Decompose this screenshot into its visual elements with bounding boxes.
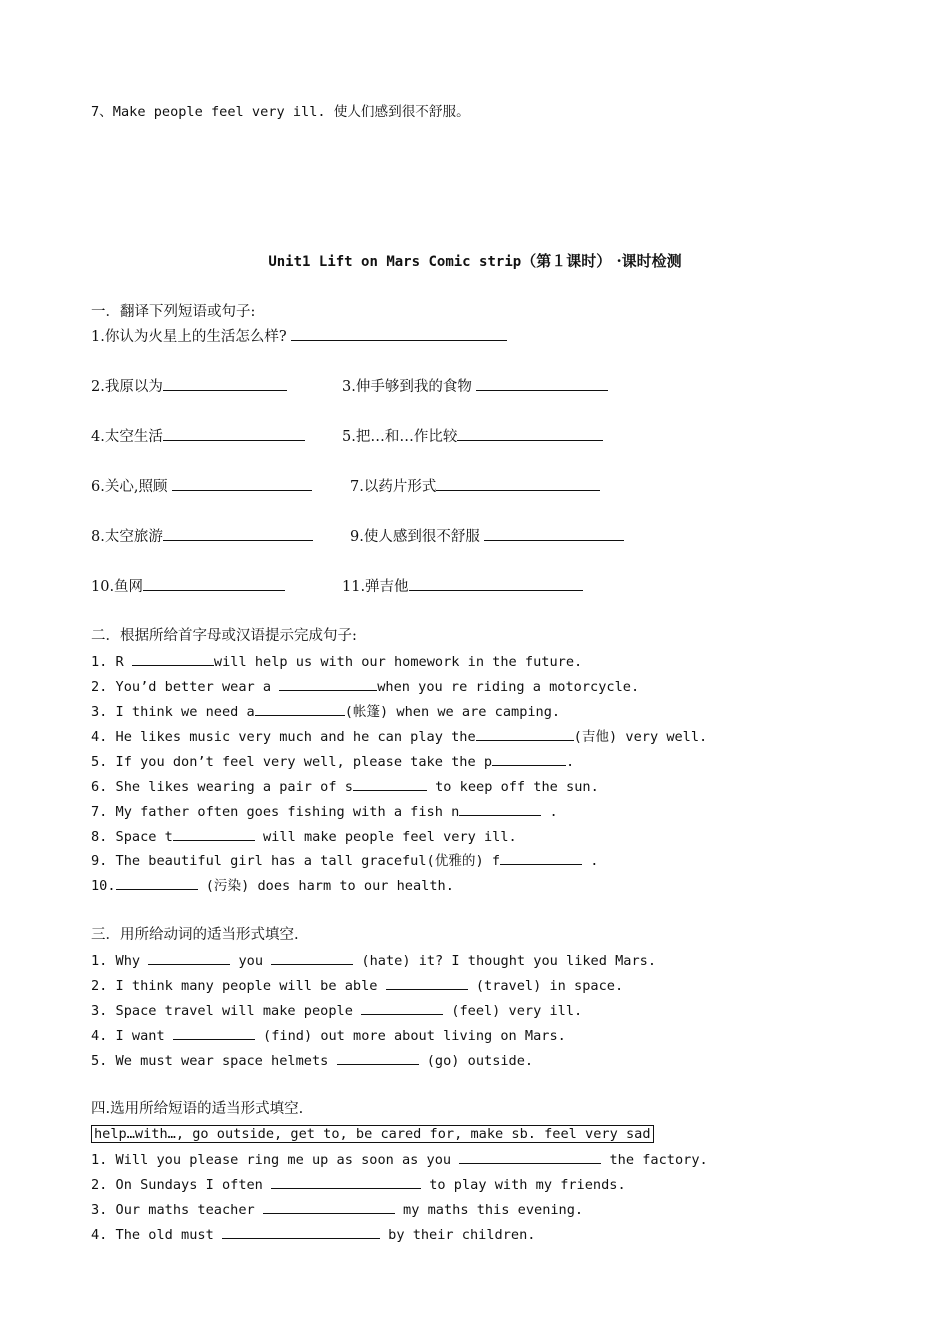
answer-blank[interactable]: [255, 701, 345, 716]
s2-item-3: [91, 701, 560, 722]
item-text: 2. I think many people will be able: [91, 978, 386, 994]
answer-blank[interactable]: [476, 726, 574, 741]
answer-blank[interactable]: [163, 526, 313, 541]
s2-item-5: [91, 751, 574, 772]
answer-blank[interactable]: [386, 975, 468, 990]
item-text: 8. Space t: [91, 829, 173, 845]
q1-text: 1.你认为火星上的生活怎么样?: [91, 329, 287, 345]
item-text: 2. You’d better wear a: [91, 679, 280, 695]
item-text: (帐篷) when we are camping.: [344, 704, 561, 720]
section1-q1: [91, 326, 507, 347]
s2-item-6: [91, 776, 599, 797]
s4-item-1: [91, 1149, 708, 1170]
item-text: (hate) it? I thought you liked Mars.: [353, 953, 657, 969]
item-text: 3. Space travel will make people: [91, 1003, 362, 1019]
item-text: (find) out more about living on Mars.: [254, 1028, 566, 1044]
item-text: .: [582, 853, 599, 869]
answer-blank[interactable]: [291, 326, 507, 341]
intro-item: 7、Make people feel very ill. 使人们感到很不舒服。: [91, 104, 470, 120]
s4-item-2: [91, 1174, 626, 1195]
item-text: when you re riding a motorcycle.: [377, 679, 640, 695]
item-text: will make people feel very ill.: [254, 829, 517, 845]
item-text: 6. She likes wearing a pair of s: [91, 779, 353, 795]
answer-blank[interactable]: [337, 1050, 419, 1065]
answer-blank[interactable]: [172, 476, 312, 491]
answer-blank[interactable]: [436, 476, 600, 491]
pair-label: 11.弹吉他: [342, 579, 409, 595]
pair-right-7: [350, 476, 600, 497]
answer-blank[interactable]: [279, 676, 377, 691]
answer-blank[interactable]: [132, 651, 214, 666]
s4-item-3: [91, 1199, 583, 1220]
pair-label: 10.鱼网: [91, 579, 144, 595]
answer-blank[interactable]: [143, 576, 285, 591]
answer-blank[interactable]: [353, 776, 427, 791]
pair-left-2: [91, 376, 287, 397]
answer-blank[interactable]: [409, 576, 583, 591]
item-text: 5. If you don’t feel very well, please take the p: [91, 754, 493, 770]
pair-label: 8.太空旅游: [91, 529, 163, 545]
answer-blank[interactable]: [457, 426, 603, 441]
item-text: by their children.: [379, 1227, 536, 1243]
pair-right-9: [350, 526, 624, 547]
pair-label: 2.我原以为: [91, 379, 163, 395]
answer-blank[interactable]: [163, 376, 287, 391]
pair-label: 5.把…和…作比较: [342, 429, 458, 445]
s3-item-5: [91, 1050, 533, 1071]
pair-label: 9.使人感到很不舒服: [350, 529, 480, 545]
s3-item-2: [91, 975, 623, 996]
phrase-list: help…with…, go outside, get to, be cared for, make sb. feel very sad: [91, 1125, 654, 1143]
item-text: to keep off the sun.: [426, 779, 599, 795]
item-text: 9. The beautiful girl has a tall graceful(优雅的) f: [91, 853, 501, 869]
pair-right-5: [342, 426, 603, 447]
item-text: (go) outside.: [418, 1053, 534, 1069]
answer-blank[interactable]: [116, 875, 198, 890]
section4-heading: 四.选用所给短语的适当形式填空.: [91, 1101, 304, 1117]
page-title: [0, 250, 950, 271]
item-text: (污染) does harm to our health.: [197, 878, 454, 894]
answer-blank[interactable]: [484, 526, 624, 541]
item-text: (travel) in space.: [467, 978, 624, 994]
s2-item-9: [91, 850, 598, 871]
item-text: 10.: [91, 878, 116, 894]
item-text: 3. I think we need a: [91, 704, 255, 720]
pair-left-6: [91, 476, 312, 497]
pair-label: 3.伸手够到我的食物: [342, 379, 472, 395]
item-text: 2. On Sundays I often: [91, 1177, 272, 1193]
answer-blank[interactable]: [476, 376, 608, 391]
pair-left-10: [91, 576, 285, 597]
item-text: 5. We must wear space helmets: [91, 1053, 337, 1069]
s2-item-2: [91, 676, 639, 697]
item-text: 3. Our maths teacher: [91, 1202, 263, 1218]
s2-item-8: [91, 826, 517, 847]
pair-right-11: [342, 576, 583, 597]
item-text: 4. The old must: [91, 1227, 222, 1243]
answer-blank[interactable]: [148, 950, 230, 965]
pair-label: 4.太空生活: [91, 429, 163, 445]
item-text: the factory.: [601, 1152, 708, 1168]
item-text: (吉他) very well.: [573, 729, 708, 745]
answer-blank[interactable]: [173, 1025, 255, 1040]
s2-item-10: [91, 875, 454, 896]
answer-blank[interactable]: [173, 826, 255, 841]
item-text: will help us with our homework in the future.: [213, 654, 583, 670]
item-text: 1. R: [91, 654, 132, 670]
item-text: .: [541, 804, 558, 820]
answer-blank[interactable]: [271, 1174, 421, 1189]
item-text: 1. Will you please ring me up as soon as you: [91, 1152, 460, 1168]
pair-left-8: [91, 526, 313, 547]
s3-item-1: [91, 950, 656, 971]
item-text: my maths this evening.: [394, 1202, 584, 1218]
s3-item-3: [91, 1000, 582, 1021]
item-text: you: [230, 953, 272, 969]
answer-blank[interactable]: [459, 1149, 601, 1164]
title-en: Unit1 Lift on Mars Comic strip: [268, 254, 522, 270]
s4-item-4: [91, 1224, 535, 1245]
s3-item-4: [91, 1025, 566, 1046]
item-text: 7. My father often goes fishing with a fish n: [91, 804, 460, 820]
section2-heading: 二．根据所给首字母或汉语提示完成句子:: [91, 628, 357, 644]
answer-blank[interactable]: [500, 850, 582, 865]
s2-item-1: [91, 651, 582, 672]
answer-blank[interactable]: [163, 426, 305, 441]
answer-blank[interactable]: [361, 1000, 443, 1015]
phrase-box: [91, 1124, 654, 1144]
item-text: 4. I want: [91, 1028, 173, 1044]
pair-left-4: [91, 426, 305, 447]
item-text: 4. He likes music very much and he can play the: [91, 729, 476, 745]
pair-right-3: [342, 376, 608, 397]
item-text: .: [566, 754, 575, 770]
item-text: (feel) very ill.: [443, 1003, 583, 1019]
item-text: 1. Why: [91, 953, 149, 969]
section3-heading: 三．用所给动词的适当形式填空.: [91, 927, 299, 943]
answer-blank[interactable]: [222, 1224, 380, 1239]
answer-blank[interactable]: [459, 801, 541, 816]
answer-blank[interactable]: [271, 950, 353, 965]
answer-blank[interactable]: [263, 1199, 395, 1214]
pair-label: 6.关心,照顾: [91, 479, 168, 495]
s2-item-7: [91, 801, 558, 822]
s2-item-4: [91, 726, 707, 747]
title-dot: ·: [616, 252, 622, 270]
answer-blank[interactable]: [492, 751, 566, 766]
title-tail: 课时检测: [621, 252, 682, 270]
section1-heading: 一．翻译下列短语或句子:: [91, 304, 256, 320]
pair-label: 7.以药片形式: [350, 479, 437, 495]
item-text: to play with my friends.: [421, 1177, 626, 1193]
title-cn: （第１课时）: [521, 252, 612, 270]
